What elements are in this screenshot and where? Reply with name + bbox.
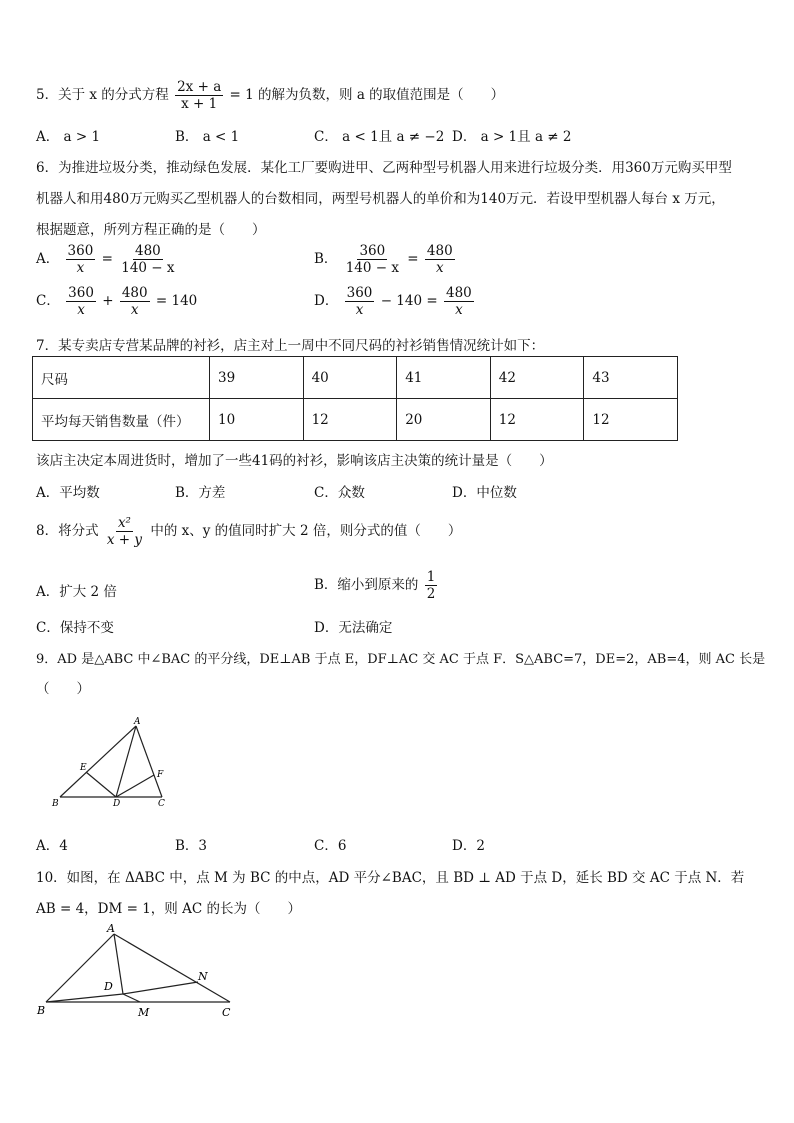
q6-d-frac1: [345, 286, 375, 317]
q8-frac-num: x²: [117, 515, 131, 531]
q6-a-num2: 480: [134, 243, 161, 259]
table-row: [33, 357, 678, 399]
q6-c-op: +: [102, 293, 114, 310]
q6-b-frac2: [425, 244, 455, 275]
q8-stem: [36, 516, 461, 547]
q10-line1: 10．如图，在 ΔABC 中，点 M 为 BC 的中点，AD 平分∠BAC，且 BD ⊥ AD 于点 D，延长 BD 交 AC 于点 N．若: [36, 870, 745, 886]
q5-option-a: A． a > 1: [36, 129, 101, 145]
q9-label-b: B: [52, 799, 59, 809]
q6-a-den2: 140 − x: [121, 260, 175, 277]
q6-option-b: [314, 244, 457, 275]
table-cell: 12: [303, 399, 397, 441]
q5-frac-num: 2x + a: [177, 79, 222, 95]
q5-option-c: C． a < 1且 a ≠ −2: [314, 129, 445, 145]
q6-c-num2: 480: [121, 285, 148, 301]
q6-c-num1: 360: [68, 285, 94, 301]
q6-c-den1: x: [77, 302, 85, 319]
table-cell: 12: [490, 399, 584, 441]
q6-d-mid: − 140 =: [380, 293, 438, 310]
q8-option-d: D．无法确定: [314, 620, 393, 636]
q6-b-num2: 480: [426, 243, 453, 259]
q5-prefix: 5．关于 x 的分式方程: [36, 87, 169, 104]
q6-a-frac2: [119, 244, 176, 275]
q7-intro: 7．某专卖店专营某品牌的衬衫，店主对上一周中不同尺码的衬衫销售情况统计如下：: [36, 338, 545, 354]
q9-option-a: A．4: [36, 838, 68, 854]
q6-option-d: [314, 286, 476, 317]
q6-b-op: =: [407, 251, 419, 268]
q6-c-den2: x: [130, 302, 139, 319]
table-cell: 40: [303, 357, 397, 399]
q6-option-c: [36, 286, 197, 317]
q7-option-d: D．中位数: [452, 485, 517, 501]
q6-b-frac1: [344, 244, 401, 275]
q10-label-m: M: [138, 1006, 150, 1019]
q6-a-label: A．: [36, 251, 60, 268]
q9-line2: （ ）: [36, 681, 90, 697]
q9-label-a: A: [134, 717, 141, 727]
q10-line2: AB = 4，DM = 1，则 AC 的长为（ ）: [36, 901, 301, 917]
table-cell: 10: [210, 399, 304, 441]
q10-label-b: B: [37, 1004, 46, 1017]
q5-fraction: [175, 80, 223, 111]
q6-d-num2: 480: [445, 285, 472, 301]
q9-label-e: E: [80, 763, 87, 773]
table-cell: 41: [397, 357, 491, 399]
q8-half-fraction: [425, 570, 438, 601]
table-cell: 20: [397, 399, 491, 441]
q6-b-num1: 360: [359, 243, 386, 259]
table-cell: 42: [490, 357, 584, 399]
table-cell: 平均每天销售数量（件）: [33, 399, 210, 441]
q6-line1: 6．为推进垃圾分类，推动绿色发展．某化工厂要购进甲、乙两种型号机器人用来进行垃圾分类．用360万元购买甲型: [36, 160, 732, 176]
q6-a-op: =: [101, 251, 113, 268]
q8-option-b-text: B．缩小到原来的: [314, 577, 419, 594]
q7-question: 该店主决定本周进货时，增加了一些41码的衬衫，影响该店主决策的统计量是（ ）: [36, 453, 553, 469]
size-sales-table: [32, 356, 678, 441]
q6-a-num1: 360: [67, 243, 94, 259]
q5-option-b: B． a < 1: [175, 129, 240, 145]
table-row: [33, 399, 678, 441]
q6-c-tail: = 140: [155, 293, 198, 310]
q6-b-den2: x: [435, 260, 444, 277]
q8-frac-den: x + y: [106, 532, 143, 549]
q6-d-num1: 360: [346, 285, 373, 301]
q9-line1: 9．AD 是△ABC 中∠BAC 的平分线，DE⊥AB 于点 E，DF⊥AC 交 AC 于点 F．S△ABC=7，DE=2，AB=4，则 AC 长是: [36, 652, 766, 667]
q6-c-label: C．: [36, 293, 60, 310]
q6-c-frac1: [66, 286, 96, 317]
q6-a-frac1: [66, 244, 96, 275]
q6-b-den1: 140 − x: [345, 260, 399, 277]
q5-stem: [36, 80, 504, 111]
q10-label-c: C: [222, 1006, 231, 1019]
q6-a-den1: x: [76, 260, 85, 277]
q6-b-label: B．: [314, 251, 338, 268]
table-cell: 12: [584, 399, 678, 441]
q8-fraction: [105, 516, 144, 547]
q9-label-c: C: [158, 799, 165, 809]
q5-suffix: = 1 的解为负数，则 a 的取值范围是（ ）: [229, 87, 505, 104]
q7-option-a: A．平均数: [36, 485, 100, 501]
q6-option-a: [36, 244, 179, 275]
q7-option-b: B．方差: [175, 485, 226, 501]
q9-option-b: B．3: [175, 838, 208, 854]
q5-option-d: D． a > 1且 a ≠ 2: [452, 129, 572, 145]
q8-half-num: 1: [426, 569, 436, 585]
q6-d-label: D．: [314, 293, 339, 310]
q10-label-a: A: [107, 922, 115, 935]
q6-d-den2: x: [455, 302, 463, 319]
q9-triangle-figure: [50, 714, 180, 810]
q6-line2: 机器人和用480万元购买乙型机器人的台数相同，两型号机器人的单价和为140万元．若设甲型机器人每台 x 万元，: [36, 191, 725, 207]
table-cell: 尺码: [33, 357, 210, 399]
q6-d-frac2: [444, 286, 474, 317]
q8-prefix: 8．将分式: [36, 523, 99, 540]
q9-option-d: D．2: [452, 838, 485, 854]
q6-d-den1: x: [355, 302, 364, 319]
q10-triangle-figure: [34, 920, 244, 1024]
q9-label-f: F: [157, 770, 164, 780]
q9-option-c: C．6: [314, 838, 347, 854]
q8-half-den: 2: [426, 586, 436, 603]
q8-suffix: 中的 x、y 的值同时扩大 2 倍，则分式的值（ ）: [150, 523, 462, 540]
q6-c-frac2: [120, 286, 150, 317]
table-cell: 39: [210, 357, 304, 399]
q8-option-b: [314, 570, 439, 601]
q9-label-d: D: [113, 799, 121, 809]
q7-option-c: C．众数: [314, 485, 365, 501]
table-cell: 43: [584, 357, 678, 399]
q10-label-n: N: [198, 970, 208, 983]
q8-option-c: C．保持不变: [36, 620, 114, 636]
q8-option-a: A．扩大 2 倍: [36, 584, 117, 600]
q5-frac-den: x + 1: [181, 96, 218, 113]
q10-label-d: D: [104, 980, 113, 993]
q6-line3: 根据题意，所列方程正确的是（ ）: [36, 222, 266, 238]
